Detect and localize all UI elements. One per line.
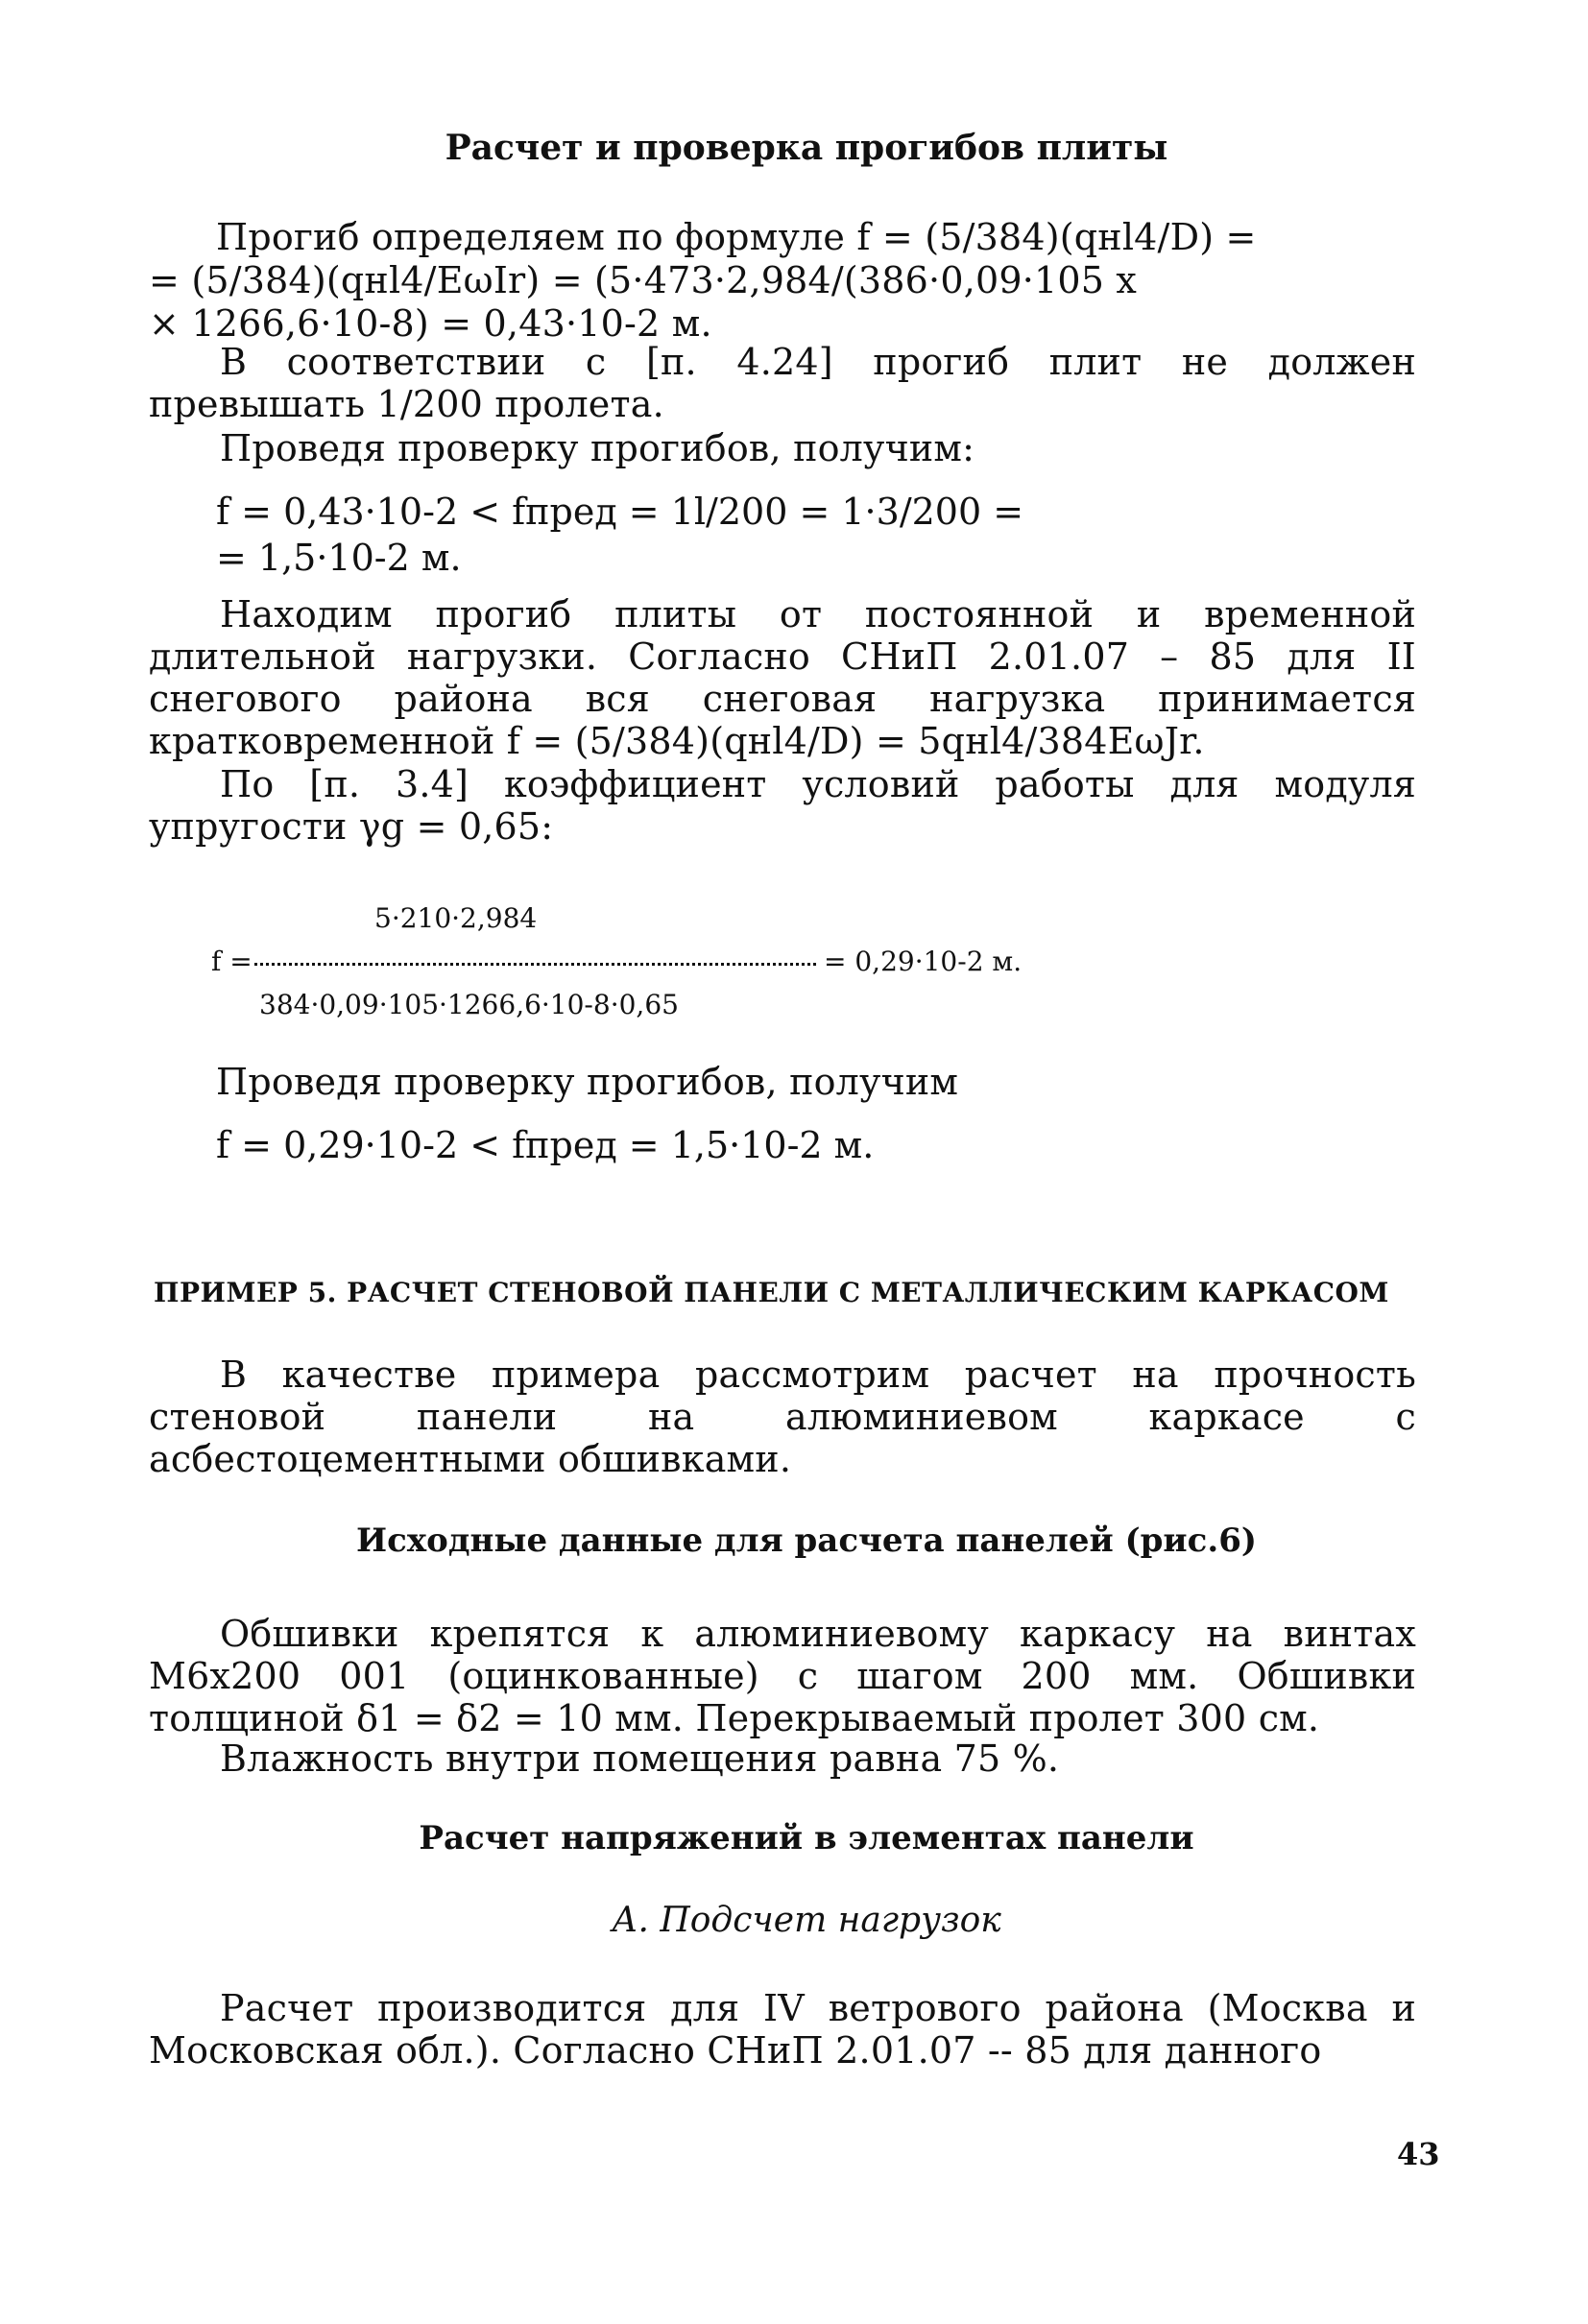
section-heading-deflection: Расчет и проверка прогибов плиты bbox=[445, 128, 1168, 168]
paragraph-fastening: Обшивки крепятся к алюминиевому каркасу на винтах М6х200 001 (оцинкованные) с шагом 200 мм. Обшивки толщиной δ1 = δ2 = 10 мм. Перекрываемый пролет 300 см. bbox=[149, 1613, 1416, 1739]
paragraph-check-intro: Проведя проверку прогибов, получим: bbox=[220, 427, 975, 469]
paragraph-wind-region: Расчет производится для IV ветрового района (Москва и Московская обл.). Согласно СНиП 2.01.07 -- 85 для данного bbox=[149, 1987, 1416, 2072]
fraction-denominator: 384·0,09·105·1266,6·10-8·0,65 bbox=[259, 989, 679, 1020]
paragraph-long-term-load: Находим прогиб плиты от постоянной и временной длительной нагрузки. Согласно СНиП 2.01.07 – 85 для II снегового района вся снеговая нагрузка принимается кратковременной f = (5/384)(qнl4/D) = 5qнl4/384EωJr. bbox=[149, 593, 1416, 762]
deflection-formula-line-1: Прогиб определяем по формуле f = (5/384)(qнl4/D) = bbox=[216, 216, 1257, 258]
check-formula-line-2: = 1,5·10-2 м. bbox=[216, 537, 462, 579]
section-heading-input-data: Исходные данные для расчета панелей (рис.6) bbox=[356, 1521, 1257, 1560]
fraction-bar bbox=[254, 963, 816, 966]
section-heading-stress: Расчет напряжений в элементах панели bbox=[419, 1819, 1194, 1857]
deflection-formula-line-3: × 1266,6·10-8) = 0,43·10-2 м. bbox=[149, 302, 712, 345]
deflection-formula-line-2: = (5/384)(qнl4/EωIr) = (5·473·2,984/(386·0,09·105 x bbox=[149, 259, 1138, 301]
fraction-left-side: f = bbox=[211, 946, 253, 977]
fraction-numerator: 5·210·2,984 bbox=[374, 902, 538, 934]
example-5-title: ПРИМЕР 5. РАСЧЕТ СТЕНОВОЙ ПАНЕЛИ С МЕТАЛЛИЧЕСКИМ КАРКАСОМ bbox=[154, 1277, 1389, 1308]
subheading-load-calculation: А. Подсчет нагрузок bbox=[612, 1901, 1001, 1940]
paragraph-elasticity-coefficient: По [п. 3.4] коэффициент условий работы для модуля упругости γg = 0,65: bbox=[149, 763, 1416, 848]
check-formula-line-1: f = 0,43·10-2 < fпред = 1l/200 = 1·3/200 = bbox=[216, 491, 1024, 533]
paragraph-humidity: Влажность внутри помещения равна 75 %. bbox=[220, 1737, 1060, 1780]
page-number: 43 bbox=[1397, 2136, 1440, 2172]
paragraph-check-intro-2: Проведя проверку прогибов, получим bbox=[216, 1061, 959, 1103]
fraction-result: = 0,29·10-2 м. bbox=[824, 946, 1023, 977]
paragraph-example-intro: В качестве примера рассмотрим расчет на прочность стеновой панели на алюминиевом каркасе с асбестоцементными обшивками. bbox=[149, 1354, 1416, 1480]
final-check-formula: f = 0,29·10-2 < fпред = 1,5·10-2 м. bbox=[216, 1124, 875, 1166]
paragraph-deflection-limit: В соответствии с [п. 4.24] прогиб плит не должен превышать 1/200 пролета. bbox=[149, 341, 1416, 425]
